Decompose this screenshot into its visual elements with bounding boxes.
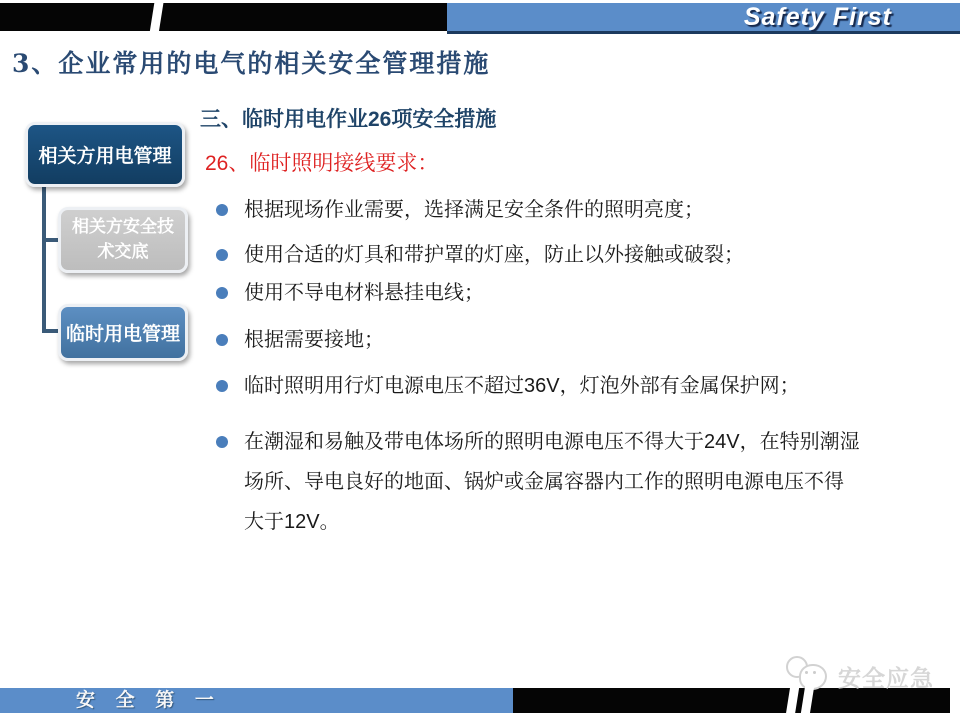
section-heading: 三、临时用电作业26项安全措施 (200, 108, 497, 131)
account-name-label: 安全应急 (838, 665, 934, 691)
slogan-label: 安 全 第 一 (76, 689, 221, 711)
bullet-item (216, 320, 860, 360)
bullet-dot-icon (216, 204, 228, 216)
bullet-text: 使用不导电材料悬挂电线； (244, 282, 484, 304)
diagram-box-safety-disclosure (58, 207, 188, 273)
bullet-text: 在潮湿和易触及带电体场所的照明电源电压不得大于24V，在特别潮湿场所、导电良好的地面、锅炉或金属容器内工作的照明电源电压不得大于12V。 (244, 431, 860, 533)
bullet-text: 临时照明用行灯电源电压不超过36V，灯泡外部有金属保护网； (244, 375, 800, 397)
banner-blue-segment (447, 3, 960, 34)
banner-black-segment (0, 3, 447, 31)
bullet-dot-icon (216, 436, 228, 448)
diagram-box-label: 临时用电管理 (65, 323, 180, 345)
bullet-dot-icon (216, 380, 228, 392)
bullet-dot-icon (216, 249, 228, 261)
bullet-text: 根据现场作业需要，选择满足安全条件的照明亮度； (244, 199, 704, 221)
bullet-item (216, 273, 860, 313)
bullet-item (216, 190, 860, 230)
bullet-item (216, 366, 860, 406)
top-banner (0, 3, 960, 34)
bullet-text: 根据需要接地； (244, 329, 384, 351)
bullet-text: 使用合适的灯具和带护罩的灯座，防止以外接触或破裂； (244, 244, 744, 266)
section-subheading: 26、临时照明接线要求： (205, 152, 439, 175)
diagram-box-label: 相关方用电管理 (38, 145, 172, 167)
safety-mascot-icon (786, 654, 836, 696)
diagram-connector-vertical (42, 185, 46, 333)
bullet-item (216, 235, 860, 275)
page-title: 3、企业常用的电气的相关安全管理措施 (12, 49, 491, 78)
diagram-box-label: 相关方安全技术交底 (72, 217, 174, 262)
diagram-box-temporary-power (58, 304, 188, 361)
diagram-box-related-party-power (25, 122, 185, 187)
bullet-dot-icon (216, 334, 228, 346)
bullet-item (216, 422, 860, 542)
brand-label: Safety First (743, 3, 892, 31)
bottom-bar-blue-segment (0, 688, 513, 713)
bullet-dot-icon (216, 287, 228, 299)
